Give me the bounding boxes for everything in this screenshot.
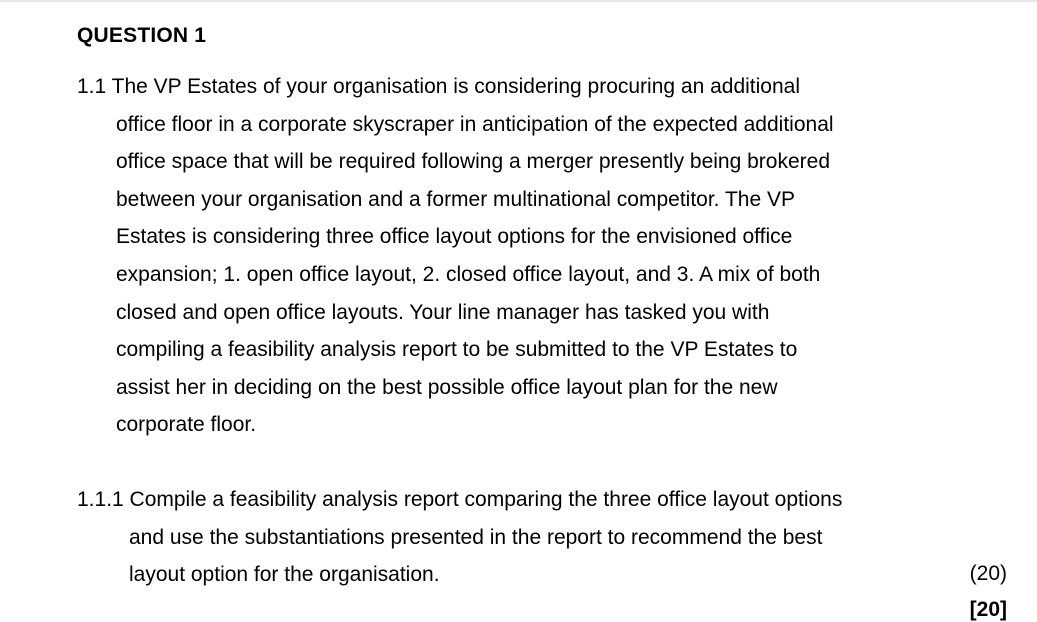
paragraph-line: assist her in deciding on the best possible office layout plan for the new xyxy=(116,375,778,399)
top-divider xyxy=(0,0,1037,2)
question-1-1-1-paragraph xyxy=(77,481,842,594)
paragraph-line: layout option for the organisation. xyxy=(129,563,440,587)
paragraph-line: office space that will be required following a merger presently being brokered xyxy=(116,150,831,174)
paragraph-line: compiling a feasibility analysis report to be submitted to the VP Estates to xyxy=(116,338,798,362)
question-heading: QUESTION 1 xyxy=(77,24,207,47)
marks-allocation: (20) xyxy=(969,562,1007,585)
paragraph-line: office floor in a corporate skyscraper in anticipation of the expected additional xyxy=(116,112,834,136)
paragraph-line: 1.1.1 Compile a feasibility analysis report comparing the three office layout options xyxy=(77,488,843,511)
paragraph-line: closed and open office layouts. Your line manager has tasked you with xyxy=(116,300,770,324)
marks-total: [20] xyxy=(969,598,1007,621)
paragraph-line: 1.1 The VP Estates of your organisation is considering procuring an additional xyxy=(77,75,801,98)
paragraph-line: and use the substantiations presented in the report to recommend the best xyxy=(129,525,823,549)
paragraph-line: corporate floor. xyxy=(116,413,257,437)
paragraph-line: expansion; 1. open office layout, 2. closed office layout, and 3. A mix of both xyxy=(116,262,821,286)
paragraph-line: between your organisation and a former multinational competitor. The VP xyxy=(116,187,795,211)
paragraph-line: Estates is considering three office layout options for the envisioned office xyxy=(116,225,793,249)
question-1-1-paragraph xyxy=(77,68,834,444)
